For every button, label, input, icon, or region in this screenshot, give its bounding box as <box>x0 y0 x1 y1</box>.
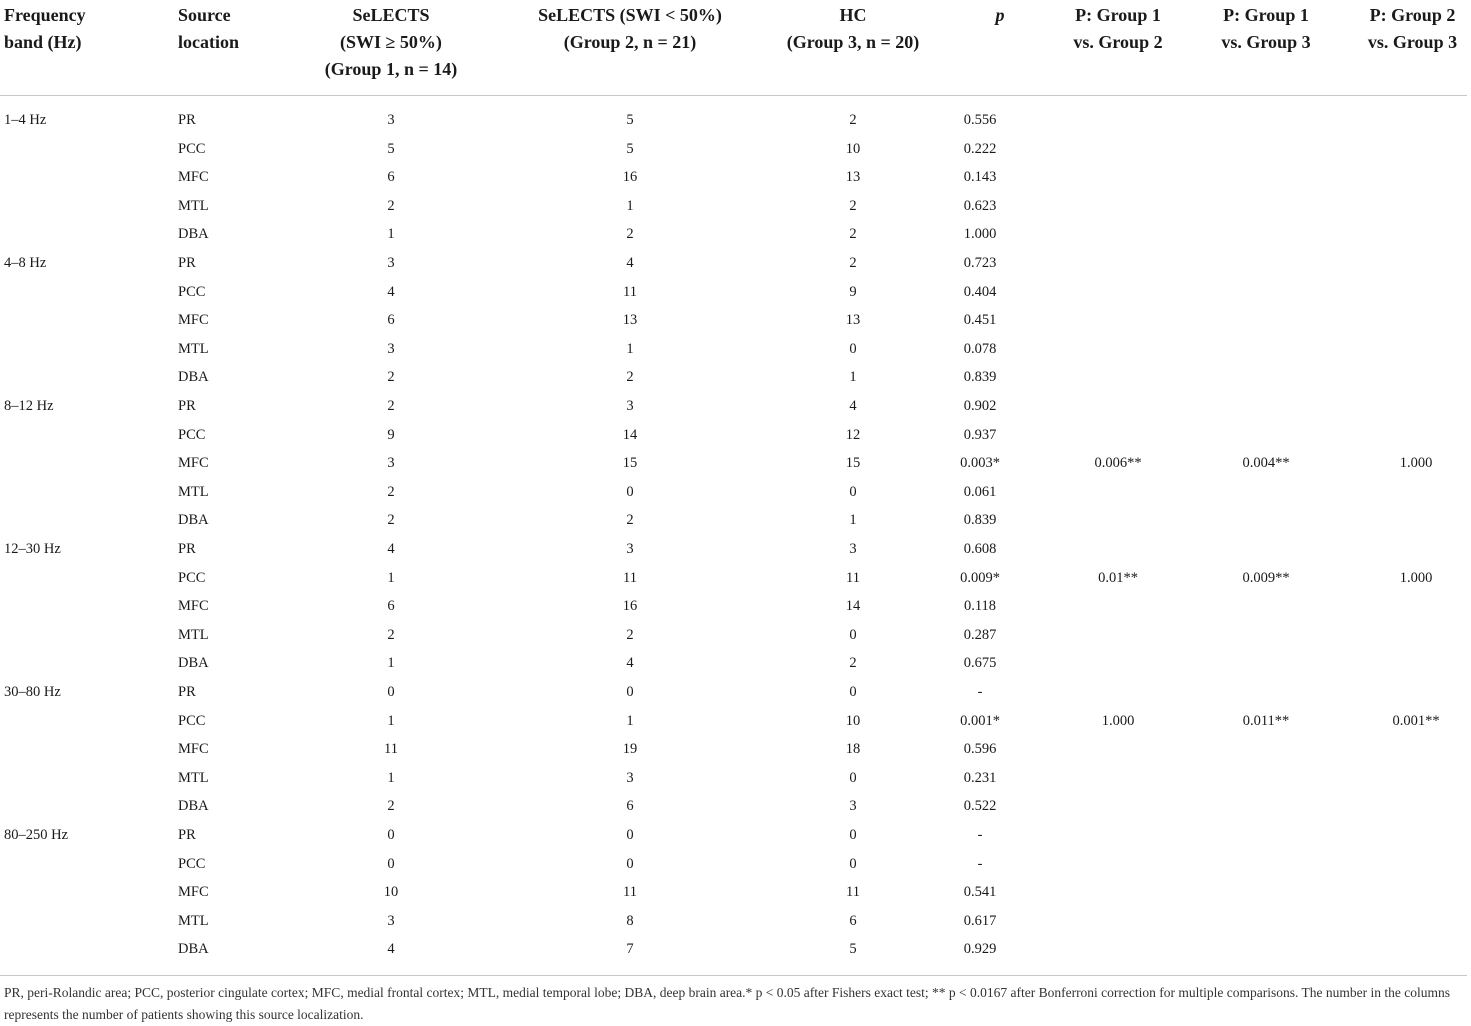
group-1-count-cell: 0 <box>387 827 395 843</box>
source-location-cell: MTL <box>178 340 209 357</box>
table-row <box>0 564 1471 593</box>
source-location-cell: PCC <box>178 712 206 729</box>
source-location-cell: MTL <box>178 483 209 500</box>
group-2-count-cell: 0 <box>626 684 634 700</box>
p-g1-vs-g3-cell: 0.009** <box>1242 569 1290 586</box>
p-value-cell: 0.675 <box>963 655 997 672</box>
p-g2-vs-g3-cell: 1.000 <box>1399 569 1433 586</box>
group-1-count-cell: 2 <box>387 369 395 386</box>
source-location-cell: MTL <box>178 769 209 786</box>
group-2-count-cell: 2 <box>626 226 634 243</box>
p-g1-vs-g2-cell: 0.006** <box>1094 455 1142 472</box>
source-location-cell: PR <box>178 827 196 843</box>
hc-count-cell: 2 <box>849 226 857 243</box>
source-location-cell: DBA <box>178 512 209 529</box>
group-1-count-cell: 2 <box>387 398 395 414</box>
p-g2-vs-g3-cell: 1.000 <box>1399 455 1433 472</box>
source-location-cell: DBA <box>178 369 209 386</box>
group-1-count-cell: 11 <box>384 741 398 758</box>
table-row <box>0 649 1471 678</box>
group-1-count-cell: 6 <box>387 312 395 329</box>
p-value-cell: 0.623 <box>963 197 997 214</box>
source-location-cell: MTL <box>178 626 209 643</box>
table-row <box>0 392 1471 421</box>
p-value-cell: 0.596 <box>963 741 997 758</box>
hc-count-cell: 0 <box>849 855 857 872</box>
header-hc-group-3: HC (Group 3, n = 20) <box>786 5 920 52</box>
source-location-cell: DBA <box>178 226 209 243</box>
group-2-count-cell: 13 <box>622 312 638 329</box>
group-1-count-cell: 2 <box>387 197 395 214</box>
p-g1-vs-g2-cell: 1.000 <box>1101 712 1135 729</box>
group-1-count-cell: 1 <box>387 226 395 243</box>
table-row <box>0 678 1471 707</box>
source-location-cell: MFC <box>178 169 209 186</box>
hc-count-cell: 11 <box>846 884 860 901</box>
source-location-cell: PCC <box>178 426 206 443</box>
group-1-count-cell: 9 <box>387 426 395 443</box>
group-2-count-cell: 11 <box>623 283 637 300</box>
p-value-cell: - <box>977 855 983 872</box>
group-2-count-cell: 1 <box>626 340 634 357</box>
table-row <box>0 306 1471 335</box>
group-1-count-cell: 6 <box>387 169 395 186</box>
p-value-cell: 0.902 <box>963 398 997 414</box>
group-2-count-cell: 11 <box>623 569 637 586</box>
group-2-count-cell: 16 <box>622 598 638 615</box>
hc-count-cell: 2 <box>849 197 857 214</box>
p-value-cell: 0.404 <box>963 283 997 300</box>
table-row <box>0 363 1471 392</box>
group-2-count-cell: 0 <box>626 483 634 500</box>
p-value-cell: 0.937 <box>963 426 997 443</box>
hc-count-cell: 0 <box>849 340 857 357</box>
table-row <box>0 506 1471 535</box>
p-value-cell: 0.541 <box>963 884 997 901</box>
group-2-count-cell: 7 <box>626 941 634 958</box>
group-2-count-cell: 6 <box>626 798 634 815</box>
table-row <box>0 135 1471 164</box>
group-1-count-cell: 4 <box>387 283 395 300</box>
hc-count-cell: 2 <box>849 255 857 271</box>
hc-count-cell: 13 <box>845 169 861 186</box>
group-2-count-cell: 2 <box>626 626 634 643</box>
source-location-cell: MFC <box>178 455 209 472</box>
hc-count-cell: 14 <box>845 598 861 615</box>
source-location-cell: PR <box>178 398 196 414</box>
group-2-count-cell: 11 <box>623 884 637 901</box>
group-2-count-cell: 0 <box>626 855 634 872</box>
hc-count-cell: 18 <box>845 741 861 758</box>
header-p-g1-vs-g2: P: Group 1 vs. Group 2 <box>1073 5 1163 52</box>
p-value-cell: 0.231 <box>963 769 997 786</box>
group-1-count-cell: 2 <box>387 798 395 815</box>
table-row <box>0 192 1471 221</box>
group-2-count-cell: 5 <box>626 140 634 157</box>
group-2-count-cell: 14 <box>622 426 638 443</box>
group-2-count-cell: 5 <box>626 112 634 128</box>
group-2-count-cell: 2 <box>626 512 634 529</box>
group-1-count-cell: 3 <box>387 255 395 271</box>
group-2-count-cell: 2 <box>626 369 634 386</box>
group-2-count-cell: 1 <box>626 197 634 214</box>
group-2-count-cell: 16 <box>622 169 638 186</box>
p-value-cell: - <box>977 827 983 843</box>
table-row <box>0 792 1471 821</box>
group-1-count-cell: 3 <box>387 455 395 472</box>
group-2-count-cell: 3 <box>626 769 634 786</box>
p-value-cell: 0.009* <box>960 569 1000 586</box>
source-location-cell: PR <box>178 684 196 700</box>
hc-count-cell: 6 <box>849 912 857 929</box>
hc-count-cell: 10 <box>845 712 861 729</box>
p-value-cell: 0.003* <box>960 455 1000 472</box>
source-location-cell: PCC <box>178 140 206 157</box>
p-value-cell: 0.451 <box>963 312 997 329</box>
hc-count-cell: 4 <box>849 398 857 414</box>
hc-count-cell: 0 <box>849 769 857 786</box>
footer-divider <box>0 975 1467 976</box>
table-row <box>0 163 1471 192</box>
source-location-cell: PCC <box>178 855 206 872</box>
source-location-cell: MFC <box>178 741 209 758</box>
table-row <box>0 735 1471 764</box>
hc-count-cell: 9 <box>849 283 857 300</box>
p-g2-vs-g3-cell: 0.001** <box>1392 712 1440 729</box>
source-location-cell: MTL <box>178 197 209 214</box>
hc-count-cell: 15 <box>845 455 861 472</box>
header-frequency-band: Frequency band (Hz) <box>4 5 86 52</box>
hc-count-cell: 13 <box>845 312 861 329</box>
source-location-cell: PCC <box>178 283 206 300</box>
group-1-count-cell: 1 <box>387 569 395 586</box>
p-g1-vs-g3-cell: 0.004** <box>1242 455 1290 472</box>
table-row <box>0 850 1471 879</box>
hc-count-cell: 0 <box>849 684 857 700</box>
table-row <box>0 278 1471 307</box>
p-value-cell: 0.118 <box>963 598 997 615</box>
table-header <box>0 0 1471 96</box>
group-2-count-cell: 3 <box>626 541 634 557</box>
p-value-cell: 0.061 <box>963 483 997 500</box>
group-1-count-cell: 2 <box>387 626 395 643</box>
header-divider <box>0 95 1467 96</box>
p-value-cell: 1.000 <box>963 226 997 243</box>
table-row <box>0 220 1471 249</box>
hc-count-cell: 2 <box>849 112 857 128</box>
p-value-cell: 0.556 <box>963 112 997 128</box>
header-group-2: SeLECTS (SWI < 50%) (Group 2, n = 21) <box>538 5 722 52</box>
hc-count-cell: 10 <box>845 140 861 157</box>
table-row <box>0 592 1471 621</box>
hc-count-cell: 3 <box>849 798 857 815</box>
frequency-band-cell: 80–250 Hz <box>4 827 69 843</box>
group-1-count-cell: 3 <box>387 912 395 929</box>
group-1-count-cell: 3 <box>387 340 395 357</box>
hc-count-cell: 1 <box>849 512 857 529</box>
table-footnote: PR, peri-Rolandic area; PCC, posterior cingulate cortex; MFC, medial frontal cortex; MTL, medial temporal lobe; DBA, deep brain area.* p < 0.05 after Fishers exact test; ** p < 0.0167 after Bonferroni correction for multiple comparisons. The number in the columns represents the number of patients showing this source localization. <box>4 985 1450 1022</box>
hc-count-cell: 0 <box>849 827 857 843</box>
source-location-cell: PR <box>178 541 196 557</box>
table-row <box>0 821 1471 850</box>
source-location-cell: MFC <box>178 884 209 901</box>
table-row <box>0 449 1471 478</box>
p-value-cell: 0.143 <box>963 169 997 186</box>
group-1-count-cell: 0 <box>387 684 395 700</box>
group-2-count-cell: 8 <box>626 912 634 929</box>
group-1-count-cell: 6 <box>387 598 395 615</box>
hc-count-cell: 0 <box>849 626 857 643</box>
group-2-count-cell: 1 <box>626 712 634 729</box>
header-p-g1-vs-g3: P: Group 1 vs. Group 3 <box>1221 5 1311 52</box>
p-g1-vs-g2-cell: 0.01** <box>1098 569 1138 586</box>
p-value-cell: 0.723 <box>963 255 997 271</box>
p-value-cell: 0.522 <box>963 798 997 815</box>
table-row <box>0 421 1471 450</box>
frequency-band-cell: 8–12 Hz <box>4 398 54 414</box>
table-row <box>0 707 1471 736</box>
hc-count-cell: 2 <box>849 655 857 672</box>
group-1-count-cell: 10 <box>383 884 399 901</box>
p-value-cell: 0.617 <box>963 912 997 929</box>
table-row <box>0 106 1471 135</box>
header-source-location: Source location <box>178 5 239 52</box>
table-row <box>0 878 1471 907</box>
table-row <box>0 764 1471 793</box>
source-location-cell: PR <box>178 112 196 128</box>
source-location-cell: MFC <box>178 312 209 329</box>
p-value-cell: 0.839 <box>963 369 997 386</box>
table-row <box>0 535 1471 564</box>
group-2-count-cell: 19 <box>622 741 638 758</box>
p-value-cell: 0.001* <box>960 712 1000 729</box>
p-value-cell: 0.608 <box>963 541 997 557</box>
table-row <box>0 907 1471 936</box>
group-1-count-cell: 5 <box>387 140 395 157</box>
source-location-cell: DBA <box>178 941 209 958</box>
hc-count-cell: 1 <box>849 369 857 386</box>
p-value-cell: 0.929 <box>963 941 997 958</box>
table-row <box>0 935 1471 964</box>
table-row <box>0 249 1471 278</box>
group-2-count-cell: 4 <box>626 255 634 271</box>
hc-count-cell: 11 <box>846 569 860 586</box>
frequency-band-cell: 4–8 Hz <box>4 255 47 271</box>
source-location-cell: MTL <box>178 912 209 929</box>
group-1-count-cell: 1 <box>387 712 395 729</box>
header-p: p <box>995 5 1005 25</box>
group-1-count-cell: 4 <box>387 941 395 958</box>
group-1-count-cell: 3 <box>387 112 395 128</box>
hc-count-cell: 5 <box>849 941 857 958</box>
p-value-cell: 0.287 <box>963 626 997 643</box>
p-value-cell: 0.839 <box>963 512 997 529</box>
source-location-cell: PR <box>178 255 196 271</box>
source-location-cell: DBA <box>178 655 209 672</box>
p-g1-vs-g3-cell: 0.011** <box>1242 712 1290 729</box>
group-1-count-cell: 1 <box>387 769 395 786</box>
group-2-count-cell: 15 <box>622 455 638 472</box>
frequency-band-cell: 30–80 Hz <box>4 684 61 700</box>
group-1-count-cell: 0 <box>387 855 395 872</box>
table-row <box>0 621 1471 650</box>
group-1-count-cell: 4 <box>387 541 395 557</box>
group-1-count-cell: 2 <box>387 512 395 529</box>
group-2-count-cell: 4 <box>626 655 634 672</box>
header-p-g2-vs-g3: P: Group 2 vs. Group 3 <box>1367 5 1458 52</box>
p-value-cell: 0.222 <box>963 140 997 157</box>
hc-count-cell: 0 <box>849 483 857 500</box>
hc-count-cell: 3 <box>849 541 857 557</box>
header-group-1: SeLECTS (SWI ≥ 50%) (Group 1, n = 14) <box>324 5 458 79</box>
source-location-cell: MFC <box>178 598 209 615</box>
p-value-cell: 0.078 <box>963 340 997 357</box>
group-2-count-cell: 0 <box>626 827 634 843</box>
group-1-count-cell: 1 <box>387 655 395 672</box>
hc-count-cell: 12 <box>845 426 861 443</box>
table-row <box>0 335 1471 364</box>
table-row <box>0 478 1471 507</box>
source-location-cell: DBA <box>178 798 209 815</box>
group-1-count-cell: 2 <box>387 483 395 500</box>
group-2-count-cell: 3 <box>626 398 634 414</box>
source-location-cell: PCC <box>178 569 206 586</box>
frequency-band-cell: 1–4 Hz <box>4 112 47 128</box>
p-value-cell: - <box>977 684 983 700</box>
frequency-band-cell: 12–30 Hz <box>4 541 61 557</box>
